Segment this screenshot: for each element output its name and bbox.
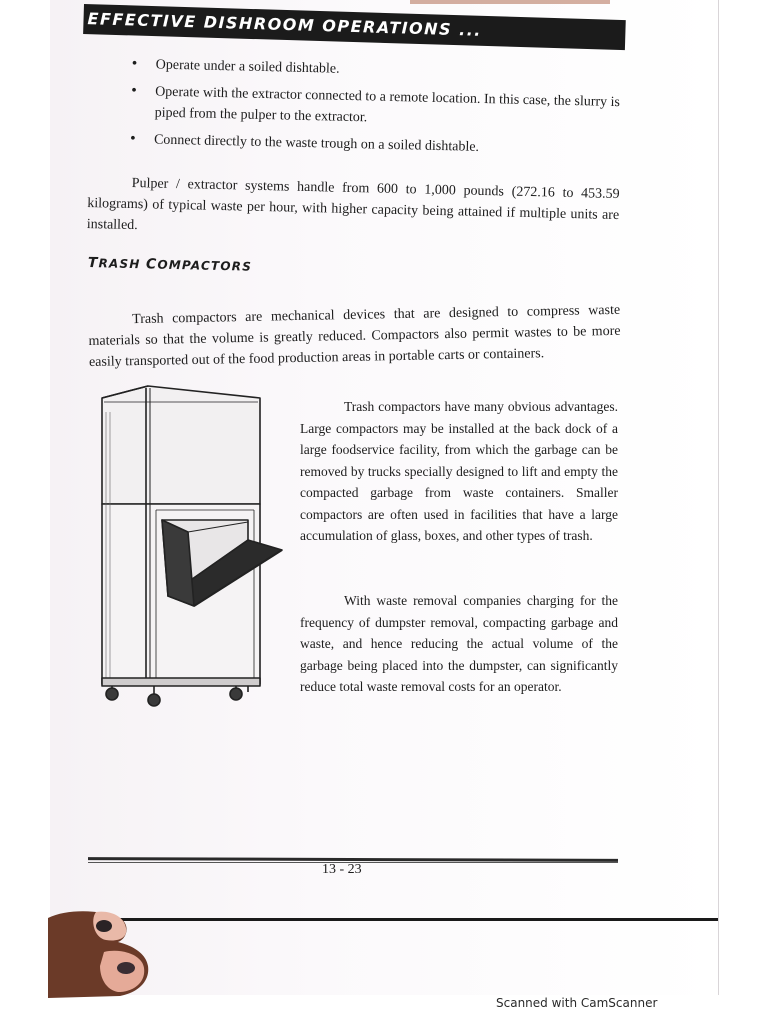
trash-compactor-illustration [98,382,288,712]
page-edge-stripe [410,0,610,4]
waste-removal-paragraph: With waste removal companies charging for the frequency of dumpster removal, compacting garbage and waste, and hence reducing the actual volume of the garbage being placed into the dumpster, can significantly reduce total waste removal costs for an operator. [300,593,618,694]
next-page-rule [120,918,718,921]
thumb-photo [48,908,158,998]
scanner-watermark: Scanned with CamScanner [496,996,658,1010]
pulper-paragraph: Pulper / extractor systems handle from 600 to 1,000 pounds (272.16 to 453.59 kilograms) of typical waste per hour, with higher capacity being attained if multiple units are installed. [86,175,620,234]
bullet-list [130,54,622,167]
compactor-advantages-paragraph: Trash compactors have many obvious advantages. Large compactors may be installed at the back dock of a large foodservice facility, from which the garbage can be removed by trucks specially designed to lift and empty the compacted garbage from waste containers. Smaller compactors are often used in facilities that have a large accumulation of glass, boxes, and other types of trash. [300,399,618,543]
chapter-banner: EFFECTIVE DISHROOM OPERATIONS ... [83,4,626,50]
heading-initial: C [145,256,158,273]
bullet-item: • Operate with the extractor connected to a remote location. In this case, the slurry is piped from the pulper to the extractor. [130,81,621,134]
heading-word: OMPACTORS [157,257,253,274]
bullet-item: • Operate under a soiled dishtable. [132,54,622,86]
heading-word: RASH [98,256,147,272]
compactor-intro-paragraph: Trash compactors are mechanical devices that are designed to compress waste materials so that the volume is greatly reduced. Compactors also permit wastes to be more easily transported out of the food production areas in portable carts or containers. [88,302,621,370]
bullet-item: • Connect directly to the waste trough on a soiled dishtable. [130,129,620,161]
page-number: 13 - 23 [322,862,362,877]
heading-initial: T [87,255,99,272]
